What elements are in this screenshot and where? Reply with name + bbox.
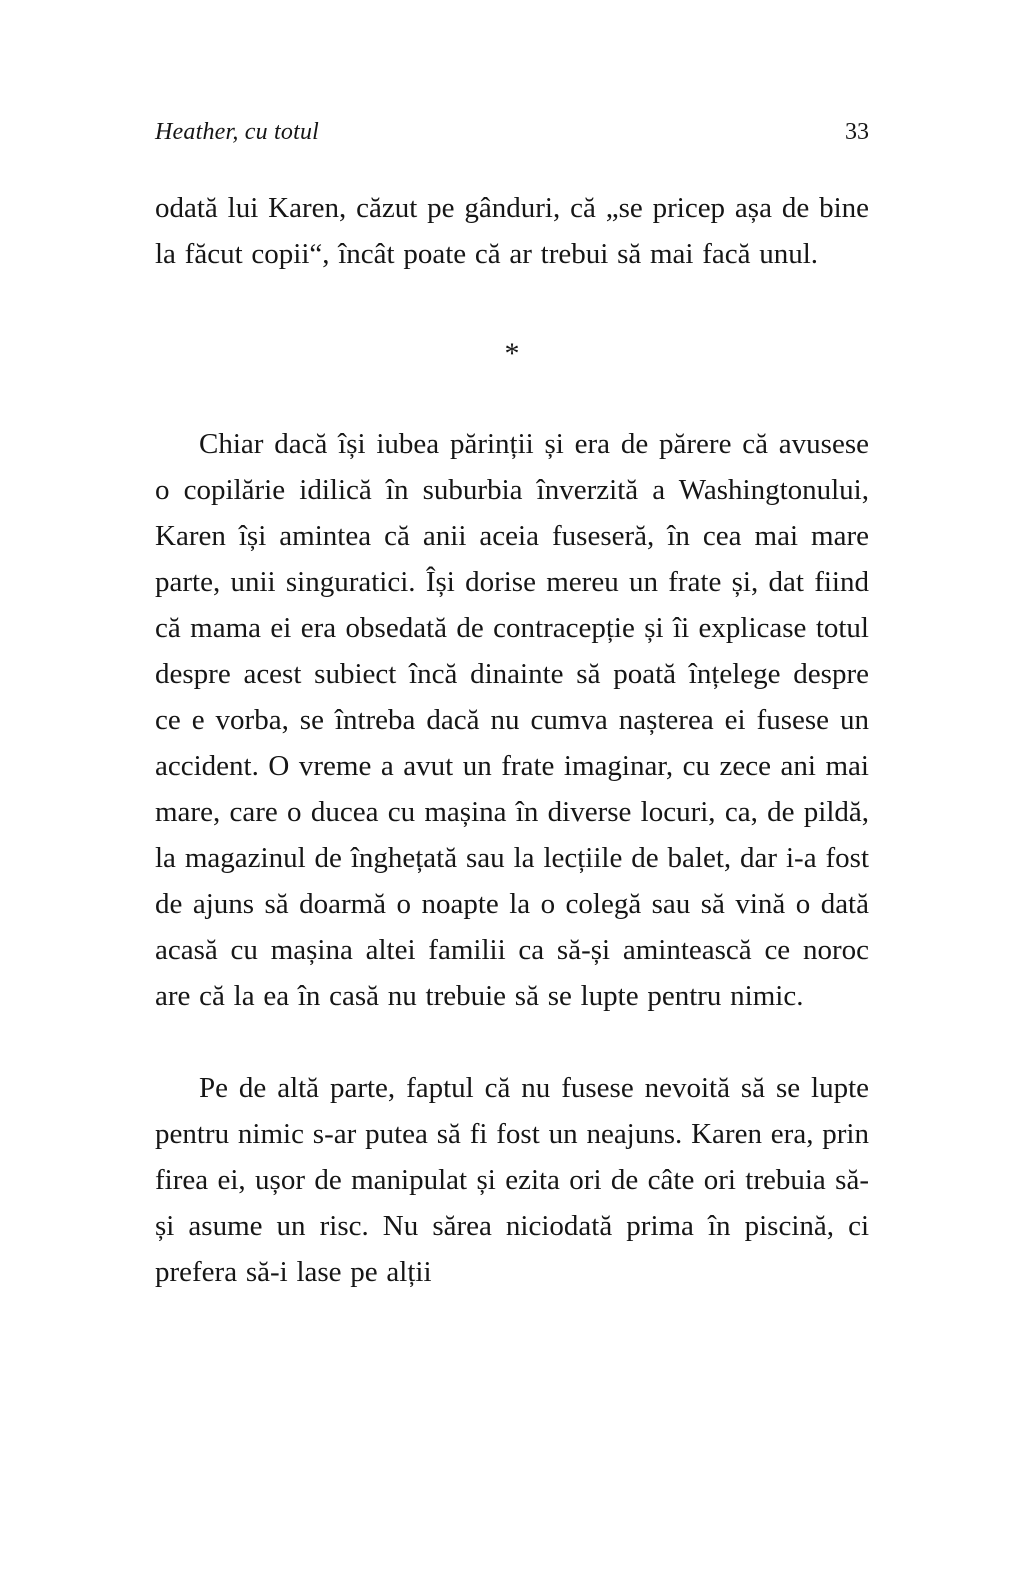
paragraph-continuation: odată lui Karen, căzut pe gânduri, că „se pricep așa de bine la făcut copii“, încât poate că ar trebui să mai facă unul. <box>155 191 869 270</box>
section-separator-asterisk: * <box>504 336 520 370</box>
page-number: 33 <box>845 119 869 145</box>
paragraph: Pe de altă parte, faptul că nu fusese nevoită să se lupte pentru nimic s-ar putea să fi fost un neajuns. Karen era, prin firea ei, ușor de manipulat și ezita ori de câte ori trebuia să-și asume un risc. Nu sărea niciodată prima în piscină, ci prefera să-i lase pe alții <box>155 1071 869 1288</box>
running-header <box>155 118 869 147</box>
running-title: Heather, cu totul <box>155 119 320 145</box>
paragraph: Chiar dacă își iubea părinții și era de părere că avusese o copilărie idilică în suburbia înverzită a Washingtonului, Karen își amintea că anii aceia fuseseră, în cea mai mare parte, unii singuratici. Își dorise mereu un frate și, dat fiind că mama ei era obsedată de contracepție și îi explicase totul despre acest subiect încă dinainte să poată înțelege despre ce e vorba, se întreba dacă nu cumva nașterea ei fusese un accident. O vreme a avut un frate imaginar, cu zece ani mai mare, care o ducea cu mașina în diverse locuri, ca, de pildă, la magazinul de înghețată sau la lecțiile de balet, dar i-a fost de ajuns să doarmă o noapte la o colegă sau să vină o dată acasă cu mașina altei familii ca să-și amintească ce noroc are că la ea în casă nu trebuie să se lupte pentru nimic. <box>155 427 869 1012</box>
body-text <box>155 185 869 1295</box>
